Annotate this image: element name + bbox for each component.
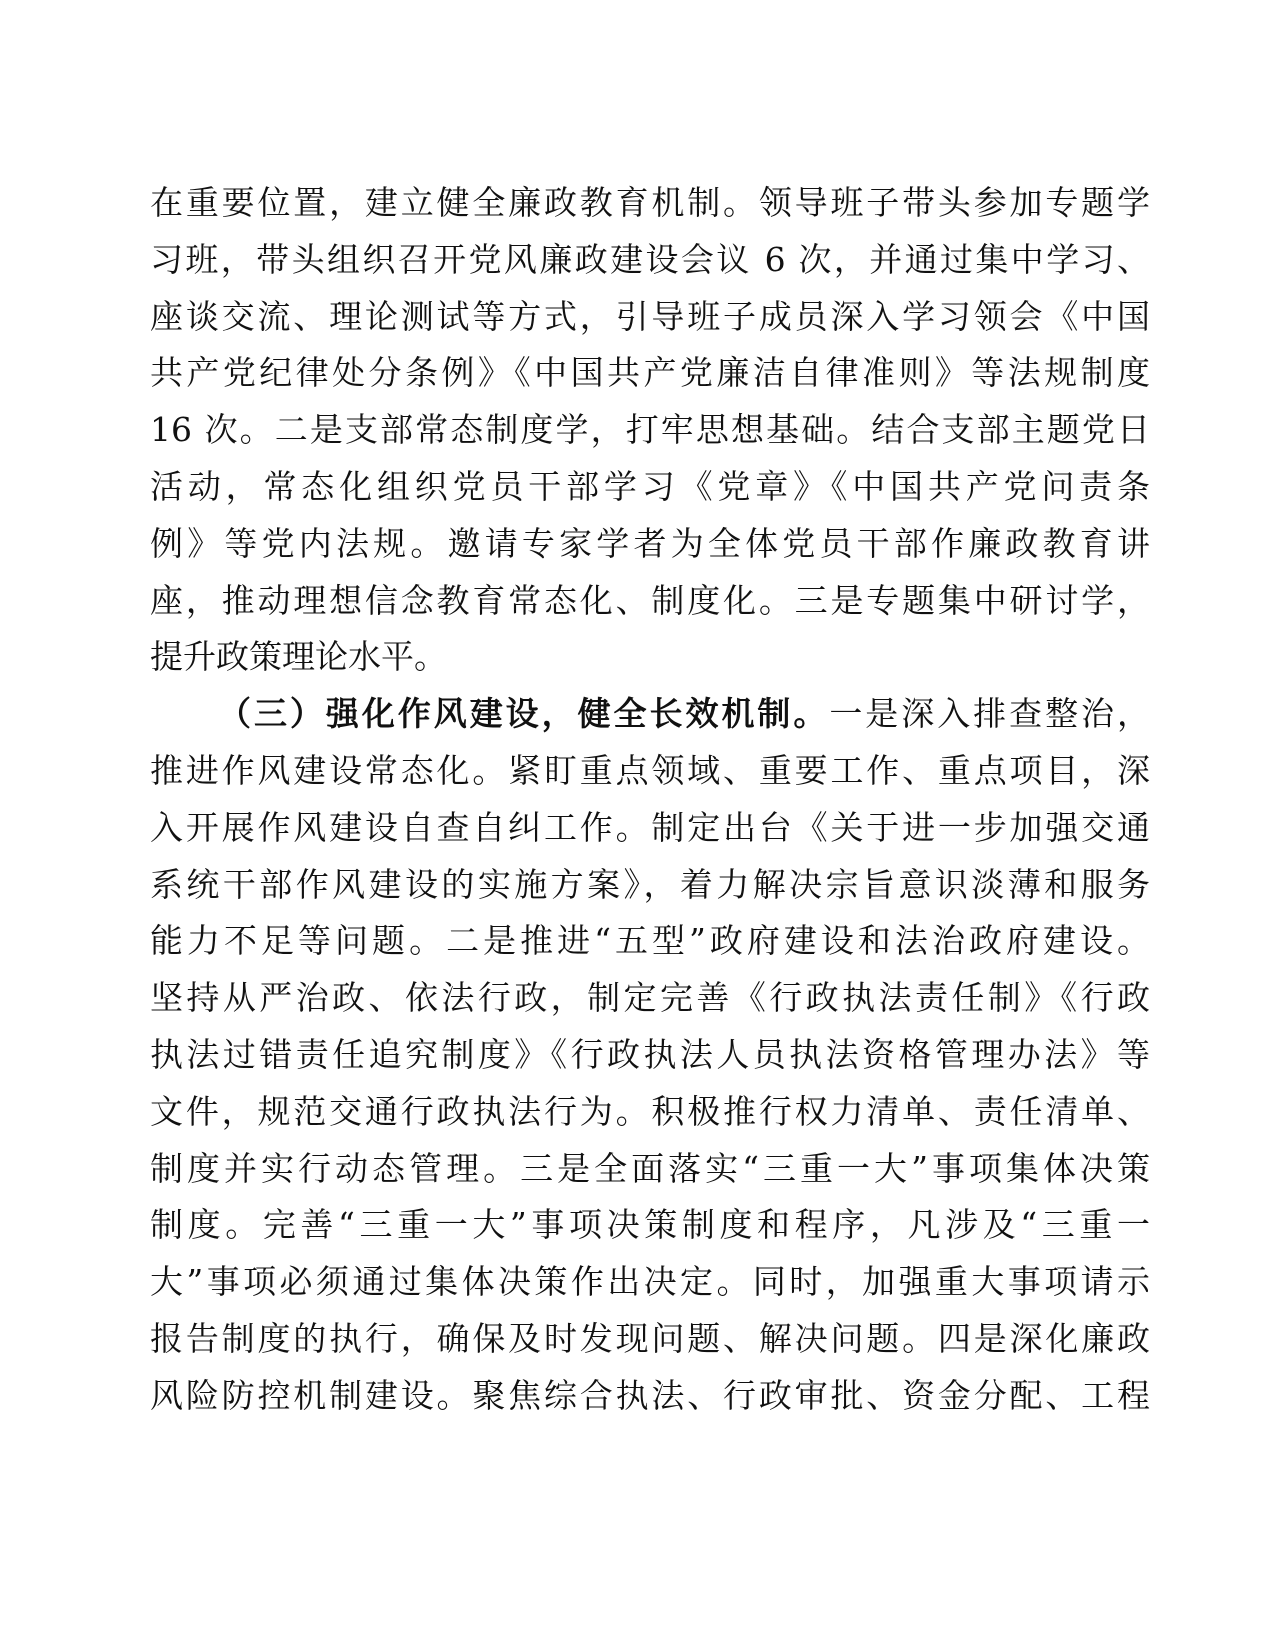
text-line: 入开展作风建设自查自纠工作。制定出台《关于进一步加强交通 (150, 807, 1150, 847)
section-heading: （三）强化作风建设，健全长效机制。 (218, 694, 830, 734)
text-line: 推进作风建设常态化。紧盯重点领域、重要工作、重点项目，深 (150, 750, 1150, 790)
text-line: 座，推动理想信念教育常态化、制度化。三是专题集中研讨学， (150, 580, 1150, 620)
body-text (150, 175, 1150, 1425)
text-line: 座谈交流、理论测试等方式，引导班子成员深入学习领会《中国 (150, 296, 1150, 336)
text-line: 文件，规范交通行政执法行为。积极推行权力清单、责任清单、 (150, 1091, 1150, 1131)
text-line: 例》等党内法规。邀请专家学者为全体党员干部作廉政教育讲 (150, 523, 1150, 563)
text-line: 报告制度的执行，确保及时发现问题、解决问题。四是深化廉政 (150, 1318, 1150, 1358)
text-line: 坚持从严治政、依法行政，制定完善《行政执法责任制》《行政 (150, 978, 1150, 1018)
text-line: 活动，常态化组织党员干部学习《党章》《中国共产党问责条 (150, 466, 1150, 506)
text-line: 提升政策理论水平。 (150, 637, 447, 677)
text-line: 16 次。二是支部常态制度学，打牢思想基础。结合支部主题党日 (150, 410, 1150, 450)
text-line: 习班，带头组织召开党风廉政建设会议 6 次，并通过集中学习、 (150, 239, 1150, 279)
text-line: 共产党纪律处分条例》《中国共产党廉洁自律准则》等法规制度 (150, 353, 1150, 393)
section-heading-rest: 一是深入排查整治， (829, 694, 1151, 734)
text-line: 制度。完善“三重一大”事项决策制度和程序，凡涉及“三重一 (150, 1205, 1150, 1245)
text-line: 在重要位置，建立健全廉政教育机制。领导班子带头参加专题学 (150, 183, 1150, 222)
text-line: 风险防控机制建设。聚焦综合执法、行政审批、资金分配、工程 (150, 1375, 1150, 1415)
text-line: 制度并实行动态管理。三是全面落实“三重一大”事项集体决策 (150, 1148, 1150, 1188)
text-line: 大”事项必须通过集体决策作出决定。同时，加强重大事项请示 (150, 1262, 1150, 1302)
section-heading-line (150, 686, 1150, 743)
text-line: 执法过错责任追究制度》《行政执法人员执法资格管理办法》等 (150, 1034, 1150, 1074)
text-line: 系统干部作风建设的实施方案》，着力解决宗旨意识淡薄和服务 (150, 864, 1150, 904)
text-line: 能力不足等问题。二是推进“五型”政府建设和法治政府建设。 (150, 921, 1150, 961)
